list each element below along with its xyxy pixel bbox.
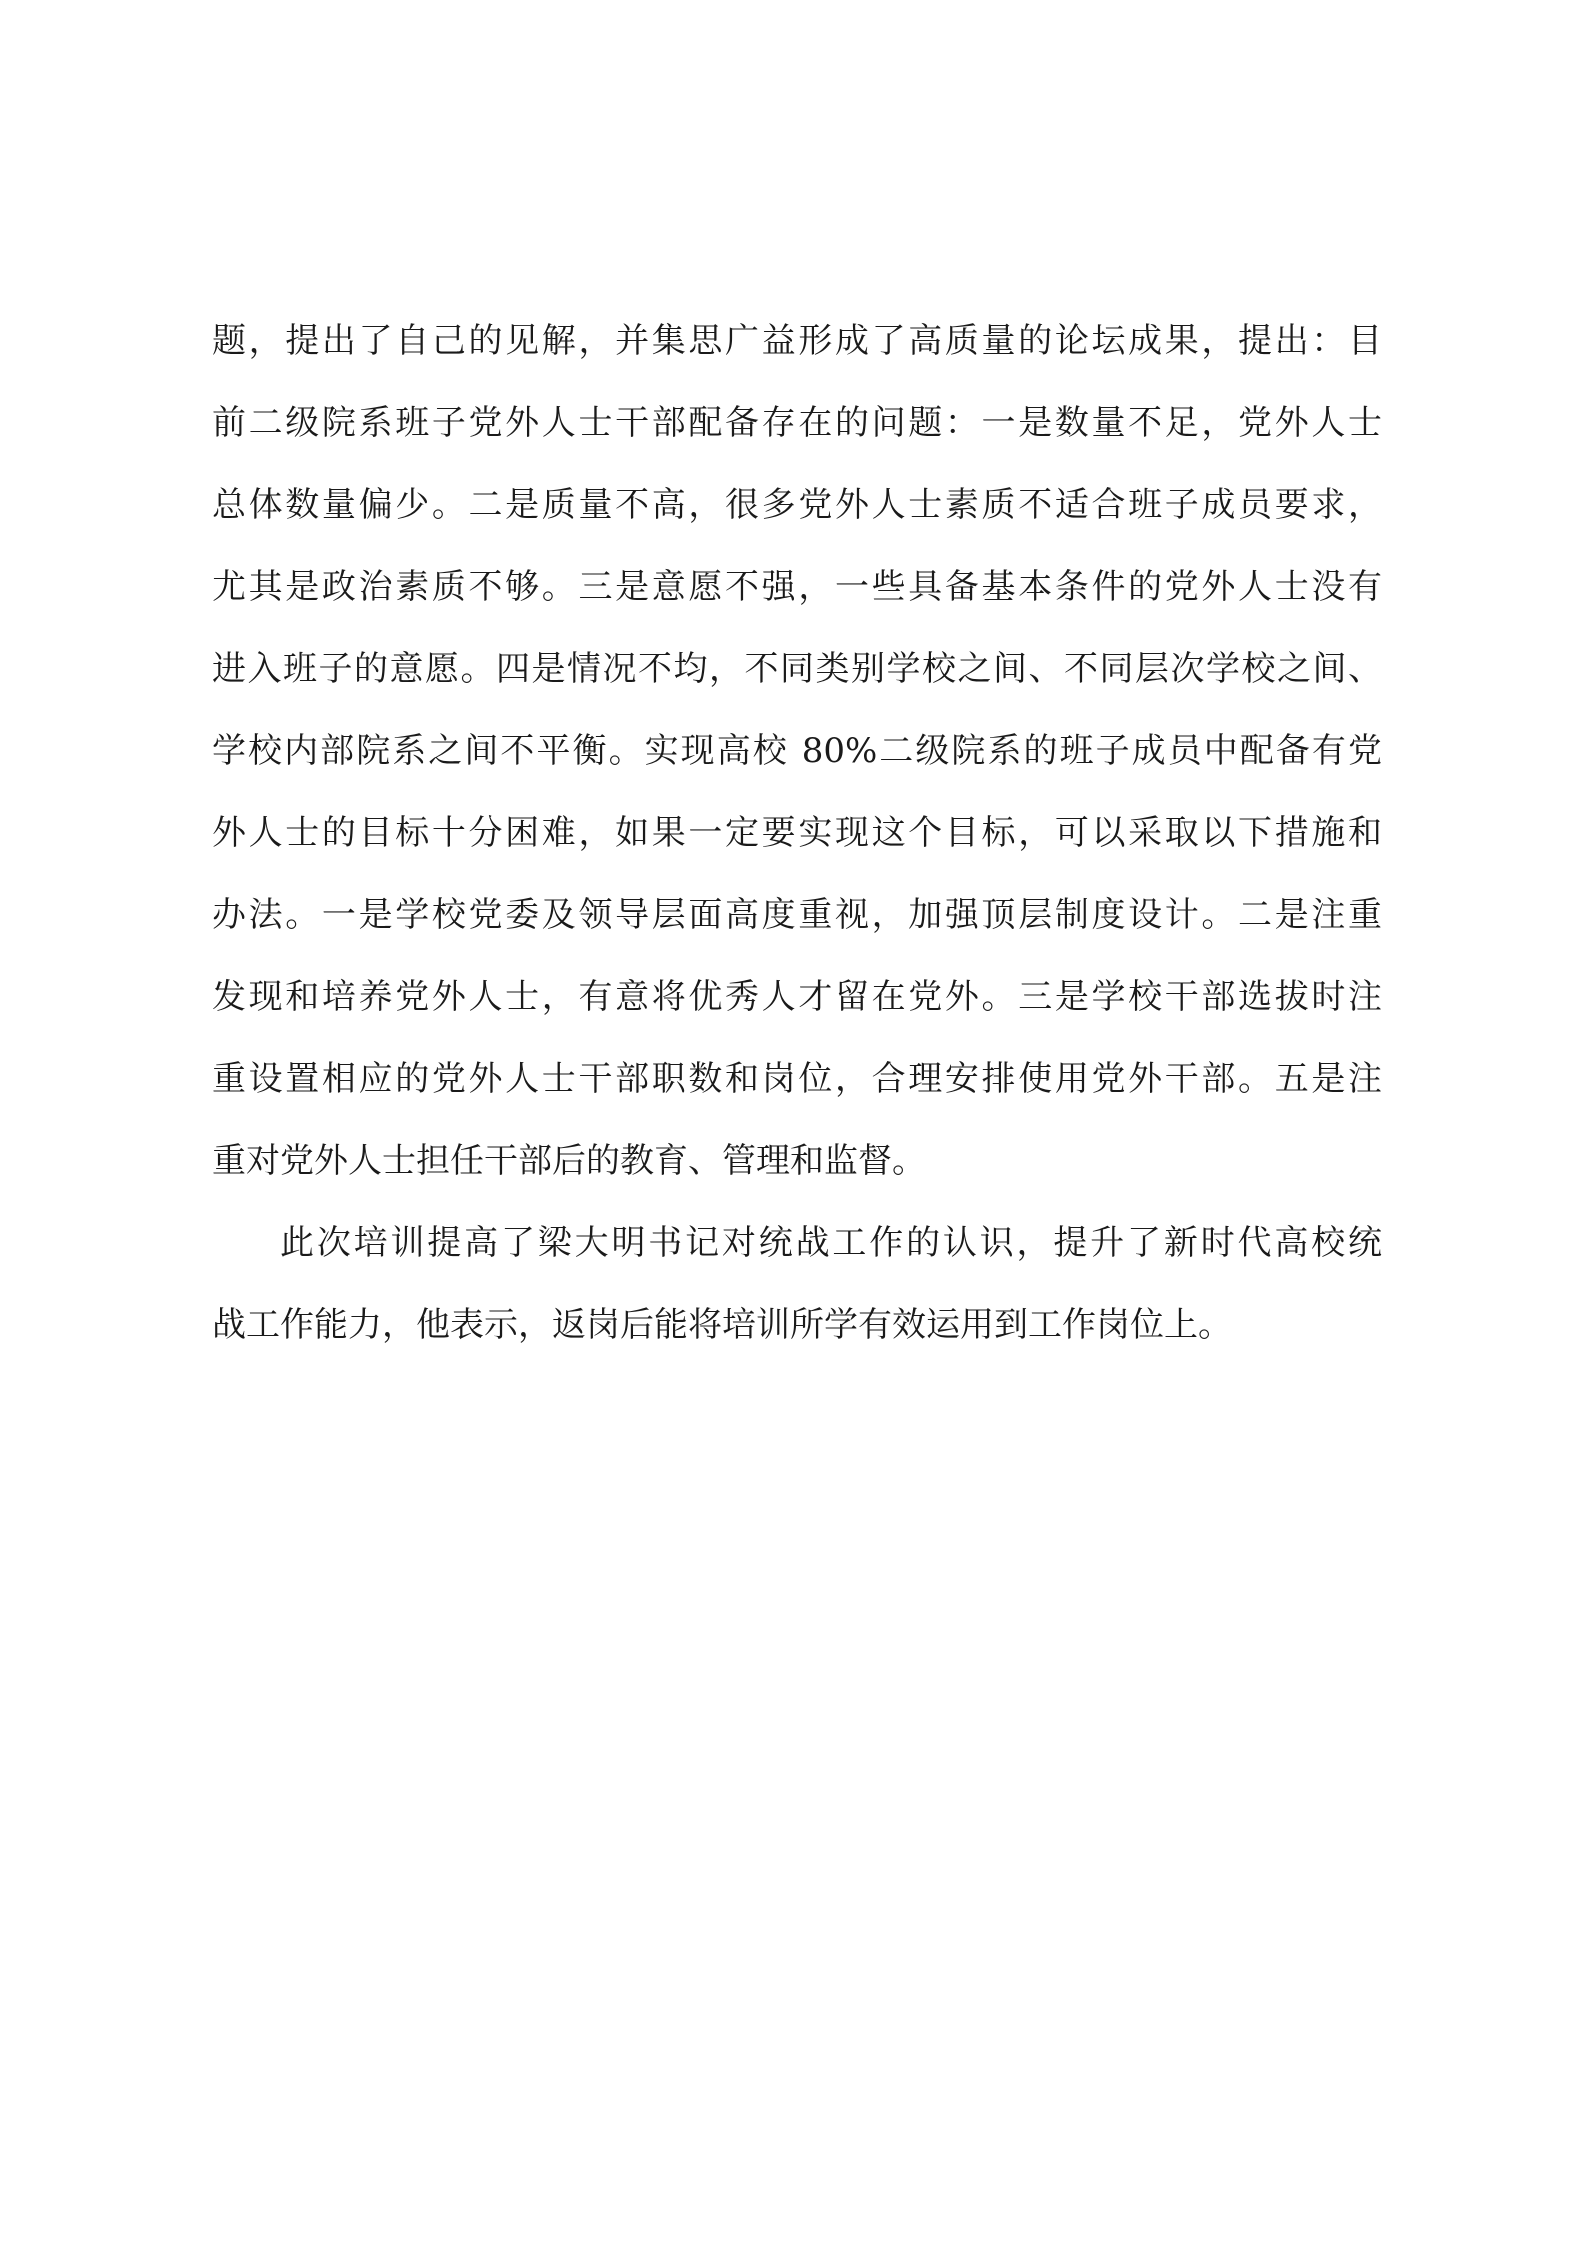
text-line: 尤其是政治素质不够。三是意愿不强，一些具备基本条件的党外人士没有 [212,567,1382,607]
text-line: 题，提出了自己的见解，并集思广益形成了高质量的论坛成果，提出：目 [212,321,1382,361]
text-line: 前二级院系班子党外人士干部配备存在的问题：一是数量不足，党外人士 [212,403,1382,443]
text-line: 此次培训提高了梁大明书记对统战工作的认识，提升了新时代高校统 [280,1223,1382,1263]
text-line: 战工作能力，他表示，返岗后能将培训所学有效运用到工作岗位上。 [212,1305,1232,1345]
paragraph-1 [212,300,1382,1202]
body-text [212,300,1382,1366]
text-line: 重设置相应的党外人士干部职数和岗位，合理安排使用党外干部。五是注 [212,1059,1382,1099]
text-line: 学校内部院系之间不平衡。实现高校 80%二级院系的班子成员中配备有党 [212,731,1382,771]
text-line: 重对党外人士担任干部后的教育、管理和监督。 [212,1141,926,1181]
text-line: 办法。一是学校党委及领导层面高度重视，加强顶层制度设计。二是注重 [212,895,1382,935]
text-line: 总体数量偏少。二是质量不高，很多党外人士素质不适合班子成员要求， [212,485,1382,525]
paragraph-2 [212,1202,1382,1366]
text-line: 进入班子的意愿。四是情况不均，不同类别学校之间、不同层次学校之间、 [212,649,1382,689]
text-line: 发现和培养党外人士，有意将优秀人才留在党外。三是学校干部选拔时注 [212,977,1382,1017]
text-line: 外人士的目标十分困难，如果一定要实现这个目标，可以采取以下措施和 [212,813,1382,853]
